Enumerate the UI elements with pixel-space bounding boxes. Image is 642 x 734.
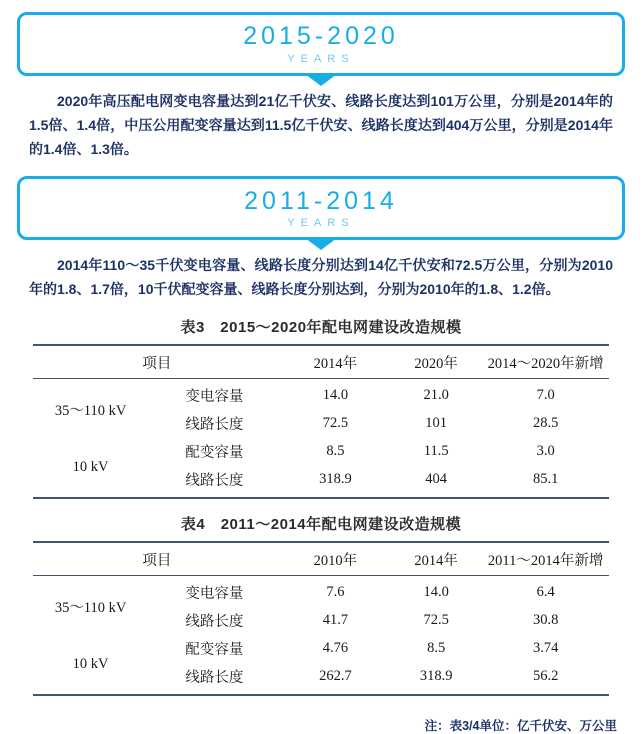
voltage-class-cell: 10 kV (72, 655, 109, 672)
value-cell: 6.4 (536, 584, 555, 601)
value-cell: 8.5 (427, 640, 446, 657)
value-cell: 7.0 (536, 387, 555, 404)
table-row (33, 438, 609, 466)
arrow-down-icon (305, 74, 337, 86)
value-cell: 101 (425, 415, 448, 432)
table3-title: 表3 2015～2020年配电网建设改造规模 (180, 319, 462, 337)
period-banner-2015-2020 (17, 12, 625, 76)
table3 (33, 344, 609, 499)
arrow-down-icon (305, 238, 337, 250)
period-banner-2011-2014 (17, 176, 625, 240)
value-cell: 11.5 (423, 443, 449, 460)
period-section-2015-2020 (17, 12, 625, 161)
column-header-year2: 2020年 (390, 345, 482, 379)
value-cell: 318.9 (419, 668, 453, 685)
item-cell: 线路长度 (185, 473, 244, 490)
summary-paragraph-2020: 2020年高压配电网变电容量达到21亿千伏安、线路长度达到101万公里，分别是2014年的1.5倍、1.4倍，中压公用配变容量达到11.5亿千伏安、线路长度达到404万公里，分别是2014年的1.4倍、1.3倍。 (29, 93, 613, 158)
banner-years-label: 2011-2014 (244, 186, 398, 215)
value-cell: 3.74 (532, 640, 559, 657)
column-header-increase: 2014～2020年新增 (482, 345, 609, 379)
value-cell: 41.7 (322, 612, 349, 629)
item-cell: 配变容量 (185, 642, 244, 659)
column-header-year1: 2014年 (281, 345, 390, 379)
value-cell: 72.5 (322, 415, 349, 432)
period-section-2011-2014 (17, 176, 625, 301)
item-cell: 线路长度 (185, 670, 244, 687)
item-cell: 线路长度 (185, 417, 244, 434)
voltage-class-cell: 35～110 kV (54, 403, 127, 420)
banner-years-label: 2015-2020 (243, 22, 399, 51)
column-header-increase: 2011～2014年新增 (482, 542, 609, 576)
value-cell: 85.1 (532, 471, 559, 488)
column-header-year2: 2014年 (390, 542, 482, 576)
table-header-row (33, 542, 609, 576)
value-cell: 14.0 (423, 584, 449, 601)
item-cell: 变电容量 (185, 389, 244, 406)
value-cell: 8.5 (326, 443, 345, 460)
table3-section (17, 316, 625, 499)
value-cell: 56.2 (532, 668, 559, 685)
item-cell: 配变容量 (185, 445, 244, 462)
item-cell: 变电容量 (185, 586, 244, 603)
table-header-row (33, 345, 609, 379)
voltage-class-cell: 10 kV (72, 458, 109, 475)
value-cell: 7.6 (326, 584, 345, 601)
value-cell: 28.5 (532, 415, 559, 432)
value-cell: 262.7 (319, 668, 352, 685)
value-cell: 3.0 (536, 443, 555, 460)
table-row (33, 576, 609, 608)
column-header-item: 项目 (33, 542, 281, 576)
table4-title: 表4 2011～2014年配电网建设改造规模 (180, 516, 462, 534)
value-cell: 318.9 (319, 471, 352, 488)
banner-subtitle-label: YEARS (287, 216, 355, 229)
table-row (33, 635, 609, 663)
item-cell: 线路长度 (185, 614, 244, 631)
value-cell: 30.8 (532, 612, 559, 629)
value-cell: 404 (425, 471, 448, 488)
value-cell: 14.0 (322, 387, 349, 404)
column-header-item: 项目 (33, 345, 281, 379)
summary-paragraph-2014: 2014年110～35千伏变电容量、线路长度分别达到14亿千伏安和72.5万公里，分别为2010年的1.8、1.7倍，10千伏配变容量、线路长度分别达到，分别为2010年的1.8、1.2倍。 (29, 257, 613, 298)
banner-subtitle-label: YEARS (287, 52, 355, 65)
value-cell: 72.5 (423, 612, 449, 629)
value-cell: 21.0 (423, 387, 449, 404)
value-cell: 4.76 (322, 640, 349, 657)
column-header-year1: 2010年 (281, 542, 390, 576)
voltage-class-cell: 35～110 kV (54, 600, 127, 617)
units-note: 注：表3/4单位：亿千伏安、万公里 (424, 719, 617, 734)
table-row (33, 379, 609, 411)
table4-section (17, 513, 625, 696)
table4 (33, 541, 609, 696)
